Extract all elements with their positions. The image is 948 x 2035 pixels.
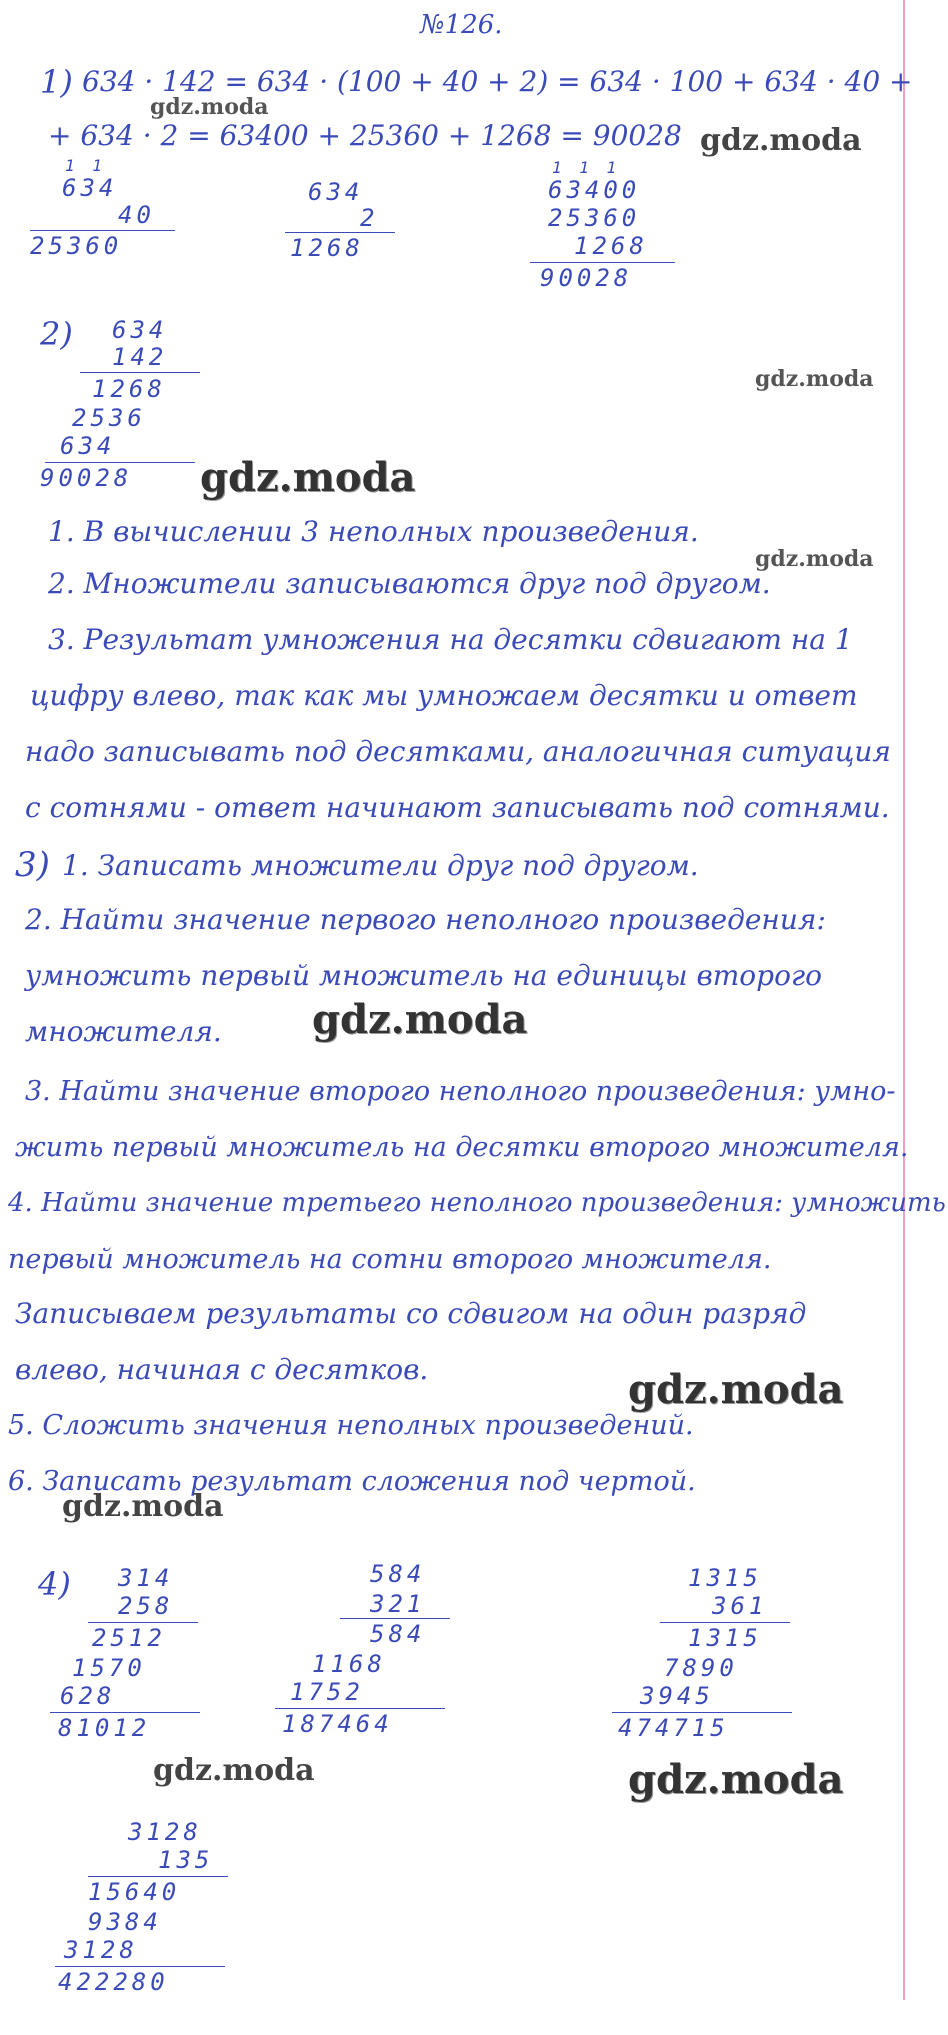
part2-line1: 1. В вычислении 3 неполных произведения.: [48, 515, 699, 548]
p4a-p3: 628: [60, 1682, 116, 1710]
calc-c-r1: 63400: [548, 176, 641, 204]
watermark: gdz.moda: [153, 1753, 315, 1788]
calc-a-top: 634: [62, 174, 118, 202]
calc-c-result: 90028: [540, 264, 633, 292]
p4b-top: 584: [370, 1560, 426, 1588]
part2-rule1: [80, 372, 200, 373]
p4a-top: 314: [118, 1564, 174, 1592]
p4d-top: 3128: [128, 1818, 202, 1846]
p4c-rule2: [612, 1712, 792, 1713]
watermark: gdz.moda: [200, 454, 416, 501]
part3-line12: 6. Записать результат сложения под чертой.: [8, 1466, 696, 1497]
p4b-result: 187464: [282, 1710, 393, 1738]
part2-line2: 2. Множители записываются друг под другом.: [48, 567, 771, 600]
watermark: gdz.moda: [755, 546, 874, 572]
p4a-rule2: [50, 1712, 200, 1713]
calc-a-result: 25360: [30, 232, 123, 260]
part2-line4: цифру влево, так как мы умножаем десятки и ответ: [30, 679, 858, 712]
watermark: gdz.moda: [700, 123, 862, 158]
part3-line11: 5. Сложить значения неполных произведений.: [8, 1410, 694, 1441]
p4c-p3: 3945: [640, 1682, 714, 1710]
p4d-result: 422280: [58, 1968, 169, 1996]
part3-line7: 4. Найти значение третьего неполного произведения: умножить: [8, 1188, 946, 1218]
part2-bottom: 142: [112, 343, 168, 371]
p4b-p1: 584: [370, 1620, 426, 1648]
part3-label: 3): [15, 845, 50, 885]
calc-b-result: 1268: [290, 234, 364, 262]
p4d-bottom: 135: [158, 1846, 214, 1874]
problem-number: №126.: [420, 10, 503, 40]
part3-line6: жить первый множитель на десятки второго множителя.: [15, 1132, 909, 1163]
p4c-top: 1315: [688, 1564, 762, 1592]
calc-b-bottom: 2: [360, 204, 379, 232]
part2-line5: надо записывать под десятками, аналогичная ситуация: [25, 735, 891, 768]
part4-label: 4): [38, 1565, 71, 1603]
p4a-p1: 2512: [92, 1624, 166, 1652]
p4a-result: 81012: [58, 1714, 151, 1742]
part3-line2: 2. Найти значение первого неполного произведения:: [25, 903, 826, 936]
calc-a-carry: 1 1: [65, 156, 106, 175]
part2-label: 2): [40, 315, 73, 353]
p4b-bottom: 321: [370, 1590, 426, 1618]
p4b-rule1: [340, 1618, 450, 1619]
watermark: gdz.moda: [628, 1756, 844, 1803]
watermark: gdz.moda: [62, 1489, 224, 1524]
part2-line3: 3. Результат умножения на десятки сдвигают на 1: [48, 623, 853, 656]
part3-line9: Записываем результаты со сдвигом на один разряд: [15, 1297, 807, 1330]
watermark: gdz.moda: [312, 996, 528, 1043]
p4c-p1: 1315: [688, 1624, 762, 1652]
p4b-p3: 1752: [290, 1678, 364, 1706]
p4c-rule1: [660, 1622, 790, 1623]
p4d-rule1: [88, 1876, 228, 1877]
part1-label: 1): [40, 63, 73, 101]
calc-a-bottom: 40: [118, 201, 155, 229]
p4d-rule2: [55, 1966, 225, 1967]
p4c-bottom: 361: [712, 1592, 768, 1620]
part3-line8: первый множитель на сотни второго множителя.: [8, 1244, 772, 1275]
calc-c-rule: [530, 262, 675, 263]
part2-rule2: [45, 462, 195, 463]
part3-line1: 1. Записать множители друг под другом.: [62, 849, 699, 882]
calc-c-r2: 25360: [548, 204, 641, 232]
watermark: gdz.moda: [628, 1366, 844, 1413]
p4d-p2: 9384: [88, 1908, 162, 1936]
part2-p1: 1268: [92, 375, 166, 403]
calc-a-rule: [30, 230, 175, 231]
watermark: gdz.moda: [755, 366, 874, 392]
p4c-p2: 7890: [664, 1654, 738, 1682]
p4a-bottom: 258: [118, 1592, 174, 1620]
part3-line10: влево, начиная с десятков.: [15, 1353, 429, 1386]
calc-b-rule: [285, 232, 395, 233]
part3-line5: 3. Найти значение второго неполного произведения: умно-: [25, 1076, 896, 1107]
watermark: gdz.moda: [150, 94, 269, 120]
p4a-p2: 1570: [72, 1654, 146, 1682]
p4a-rule1: [88, 1622, 198, 1623]
calc-c-carry: 1 1 1: [552, 158, 621, 177]
p4d-p1: 15640: [88, 1878, 181, 1906]
calc-b-top: 634: [308, 178, 364, 206]
part2-result: 90028: [40, 464, 133, 492]
part2-line6: с сотнями - ответ начинают записывать под сотнями.: [25, 791, 890, 824]
part1-line1: 634 · 142 = 634 · (100 + 40 + 2) = 634 · 100 + 634 · 40 +: [82, 65, 913, 98]
part2-top: 634: [112, 316, 168, 344]
part3-line4: множителя.: [25, 1015, 222, 1048]
part3-line3: умножить первый множитель на единицы второго: [25, 959, 822, 992]
part2-p2: 2536: [72, 404, 146, 432]
p4b-rule2: [275, 1708, 445, 1709]
p4b-p2: 1168: [312, 1650, 386, 1678]
p4c-result: 474715: [618, 1714, 729, 1742]
p4d-p3: 3128: [64, 1936, 138, 1964]
part2-p3: 634: [60, 432, 116, 460]
part1-line2: + 634 · 2 = 63400 + 25360 + 1268 = 90028: [48, 119, 682, 152]
calc-c-r3: 1268: [574, 232, 648, 260]
margin-line: [903, 0, 905, 2000]
